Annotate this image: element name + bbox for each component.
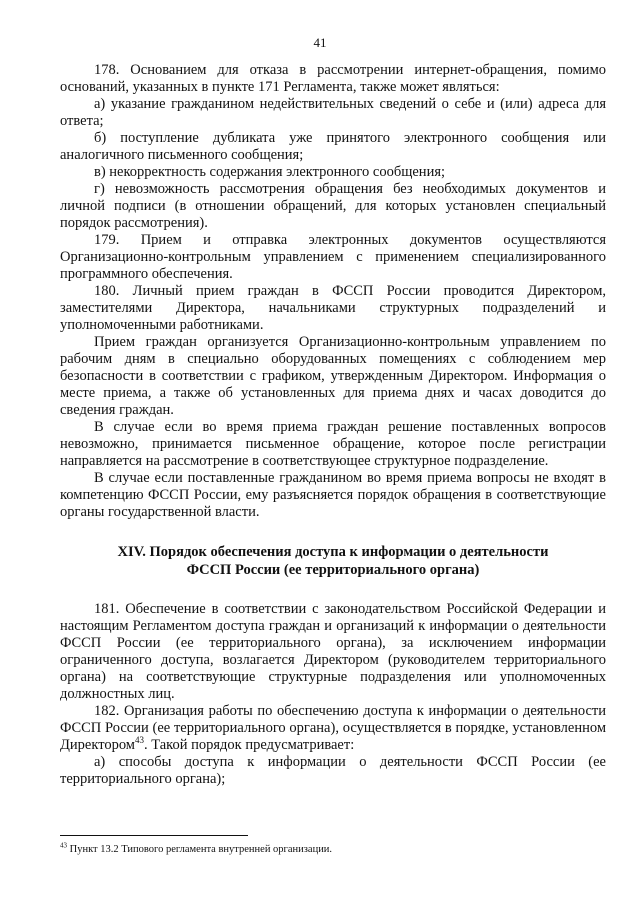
footnote-text: Пункт 13.2 Типового регламента внутренней организации. [67, 844, 333, 855]
section-heading-line-2: ФССП России (ее территориального органа) [186, 562, 480, 578]
body-text [60, 62, 606, 788]
paragraph-178-g: г) невозможность рассмотрения обращения без необходимых документов и личной подписи (в отношении обращений, для которых установлен специальный порядок рассмотрения). [60, 181, 606, 231]
footnote-reference: 43 [135, 735, 144, 746]
paragraph-180-competence: В случае если поставленные гражданином во время приема вопросы не входят в компетенцию ФССП России, ему разъясняется порядок обращения в соответствующие органы государственной власти. [60, 470, 606, 520]
paragraph-182-a: а) способы доступа к информации о деятельности ФССП России (ее территориального органа); [60, 754, 606, 787]
paragraph-182 [60, 703, 606, 754]
footnote-divider [60, 835, 248, 836]
footnote-number: 43 [60, 841, 67, 850]
paragraph-178-v: в) некорректность содержания электронного сообщения; [94, 164, 446, 180]
page-number: 41 [313, 35, 327, 50]
paragraph-178-a: а) указание гражданином недействительных сведений о себе и (или) адреса для ответа; [60, 96, 606, 129]
section-heading [60, 543, 606, 579]
paragraph-179: 179. Прием и отправка электронных документов осуществляются Организационно-контрольным управлением с применением специализированного программного обеспечения. [60, 232, 606, 282]
paragraph-182-text-end: . Такой порядок предусматривает: [144, 737, 355, 753]
paragraph-180: 180. Личный прием граждан в ФССП России проводится Директором, заместителями Директора, начальниками структурных подразделений и уполномоченными работниками. [60, 283, 606, 333]
footnote [60, 843, 606, 856]
section-heading-line-1: XIV. Порядок обеспечения доступа к информации о деятельности [117, 544, 549, 560]
paragraph-180-written-appeal: В случае если во время приема граждан решение поставленных вопросов невозможно, принимается письменное обращение, которое после регистрации направляется на рассмотрение в соответствующее структурное подразделение. [60, 419, 606, 469]
paragraph-180-reception: Прием граждан организуется Организационно-контрольным управлением по рабочим дням в специально оборудованных помещениях с соблюдением мер безопасности в соответствии с графиком, утвержденным Директором. Информация о месте приема, а также об установленных для приема днях и часах доводится до сведения граждан. [60, 334, 606, 418]
paragraph-182-text: 182. Организация работы по обеспечению доступа к информации о деятельности ФССП России (ее территориального органа), осуществляется в порядке, установленном Директором [60, 703, 606, 753]
paragraph-178: 178. Основанием для отказа в рассмотрении интернет-обращения, помимо оснований, указанных в пункте 171 Регламента, также может являться: [60, 62, 606, 95]
paragraph-178-b: б) поступление дубликата уже принятого электронного сообщения или аналогичного письменного сообщения; [60, 130, 606, 163]
paragraph-181: 181. Обеспечение в соответствии с законодательством Российской Федерации и настоящим Регламентом доступа граждан и организаций к информации о деятельности ФССП России (ее территориального органа), за исключением информации ограниченного доступа, возлагается Директором (руководителем территориального органа) на соответствующие структурные подразделения или уполномоченных должностных лиц. [60, 601, 606, 702]
